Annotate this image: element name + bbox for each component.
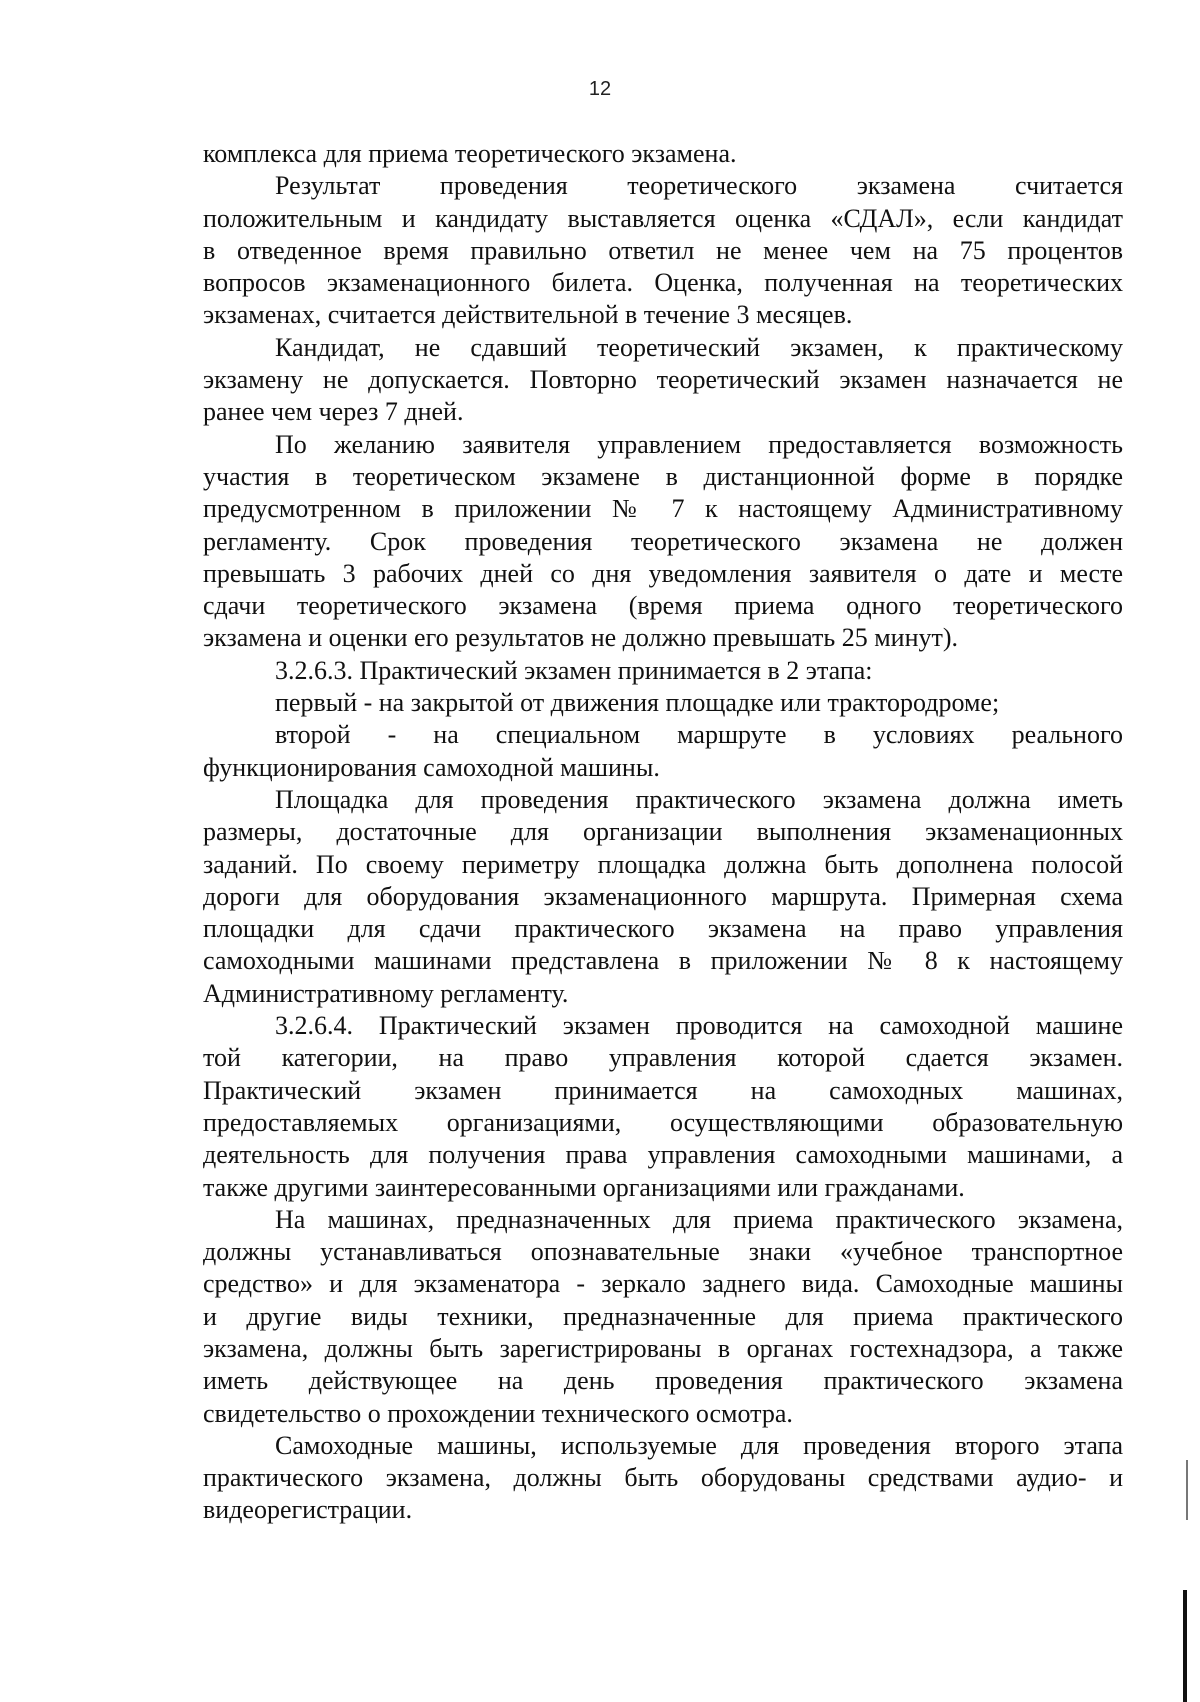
text-line: Площадка для проведения практического экзамена должна иметь xyxy=(275,784,1123,814)
text-line: участия в теоретическом экзамене в дистанционной форме в порядке xyxy=(203,461,1123,491)
text-line: площадки для сдачи практического экзамена на право управления xyxy=(203,914,1123,944)
text-line: ранее чем через 7 дней. xyxy=(203,397,464,427)
text-line: иметь действующее на день проведения практического экзамена xyxy=(203,1366,1123,1396)
text-line: размеры, достаточные для организации выполнения экзаменационных xyxy=(203,817,1123,847)
text-line: второй - на специальном маршруте в условиях реального xyxy=(275,720,1123,750)
text-line: регламенту. Срок проведения теоретического экзамена не должен xyxy=(203,526,1123,556)
text-line: должны устанавливаться опознавательные знаки «учебное транспортное xyxy=(203,1237,1123,1267)
text-line: По желанию заявителя управлением предоставляется возможность xyxy=(275,429,1123,459)
text-line: и другие виды техники, предназначенные для приема практического xyxy=(203,1301,1123,1331)
text-line: Практический экзамен принимается на самоходных машинах, xyxy=(203,1075,1123,1105)
text-line: На машинах, предназначенных для приема практического экзамена, xyxy=(275,1204,1123,1234)
text-line: Результат проведения теоретического экзамена считается xyxy=(275,171,1123,201)
text-line: в отведенное время правильно ответил не менее чем на 75 процентов xyxy=(203,235,1123,265)
text-line: экзамена, должны быть зарегистрированы в органах гостехнадзора, а также xyxy=(203,1333,1123,1363)
text-line: деятельность для получения права управления самоходными машинами, а xyxy=(203,1140,1123,1170)
text-line: Административному регламенту. xyxy=(203,978,569,1008)
text-line: 3.2.6.4. Практический экзамен проводится на самоходной машине xyxy=(275,1011,1123,1041)
text-line: средство» и для экзаменатора - зеркало заднего вида. Самоходные машины xyxy=(203,1269,1123,1299)
text-line: экзаменах, считается действительной в течение 3 месяцев. xyxy=(203,300,853,330)
text-line: той категории, на право управления которой сдается экзамен. xyxy=(203,1043,1123,1073)
text-line: Самоходные машины, используемые для проведения второго этапа xyxy=(275,1430,1123,1460)
text-line: 3.2.6.3. Практический экзамен принимается в 2 этапа: xyxy=(275,655,873,685)
text-line: также другими заинтересованными организациями или гражданами. xyxy=(203,1172,965,1202)
text-line: экзамену не допускается. Повторно теоретический экзамен назначается не xyxy=(203,365,1123,395)
text-line: Кандидат, не сдавший теоретический экзамен, к практическому xyxy=(275,332,1123,362)
text-line: самоходными машинами представлена в приложении № 8 к настоящему xyxy=(203,946,1123,976)
text-line: вопросов экзаменационного билета. Оценка, полученная на теоретических xyxy=(203,268,1123,298)
text-line: заданий. По своему периметру площадка должна быть дополнена полосой xyxy=(203,849,1123,879)
text-line: свидетельство о прохождении технического осмотра. xyxy=(203,1398,793,1428)
text-line: первый - на закрытой от движения площадке или трактородроме; xyxy=(275,688,1000,718)
text-line: положительным и кандидату выставляется оценка «СДАЛ», если кандидат xyxy=(203,203,1123,233)
text-line: практического экзамена, должны быть оборудованы средствами аудио- и xyxy=(203,1463,1123,1493)
text-line: функционирования самоходной машины. xyxy=(203,752,660,782)
page-number: 12 xyxy=(588,78,612,100)
text-line: предоставляемых организациями, осуществляющими образовательную xyxy=(203,1107,1123,1137)
text-line: предусмотренном в приложении № 7 к настоящему Административному xyxy=(203,494,1123,524)
scan-binding-mark xyxy=(1183,1590,1187,1702)
text-line: превышать 3 рабочих дней со дня уведомления заявителя о дате и месте xyxy=(203,558,1123,588)
text-line: комплекса для приема теоретического экзамена. xyxy=(203,139,737,168)
text-line: дороги для оборудования экзаменационного маршрута. Примерная схема xyxy=(203,881,1123,911)
document-body xyxy=(203,138,1123,1527)
text-line: экзамена и оценки его результатов не должно превышать 25 минут). xyxy=(203,623,959,653)
text-line: видеорегистрации. xyxy=(203,1495,413,1525)
text-line: сдачи теоретического экзамена (время приема одного теоретического xyxy=(203,591,1123,621)
scan-edge-mark xyxy=(1186,1460,1188,1520)
